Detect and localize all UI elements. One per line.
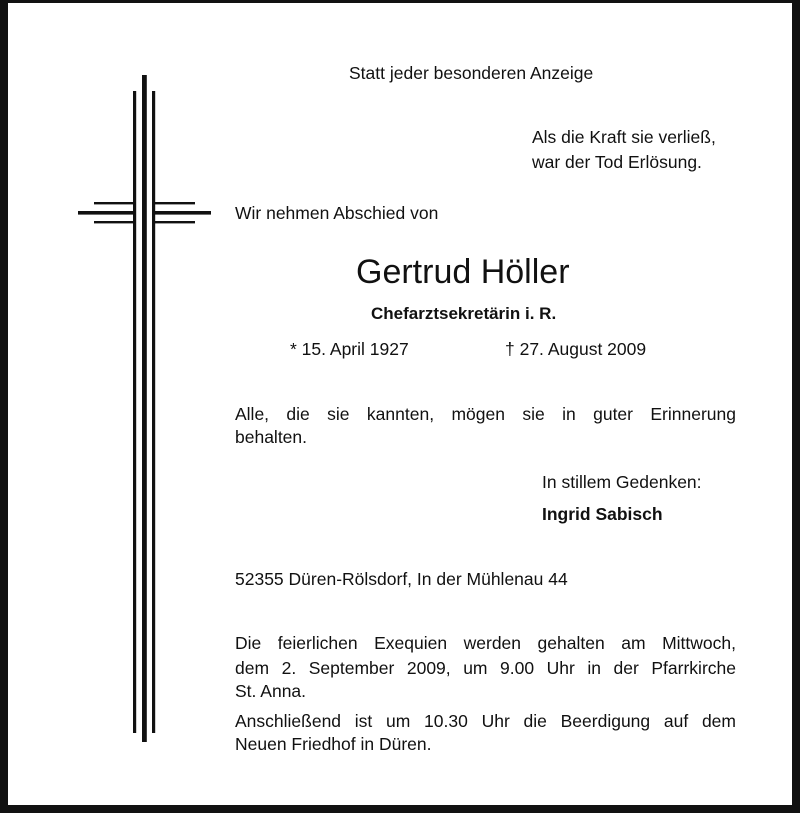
service-line-3: St. Anna. [235, 681, 307, 701]
message-line-2: behalten. [235, 427, 308, 447]
death-date: † 27. August 2009 [505, 339, 647, 359]
deceased-title: Chefarztsekretärin i. R. [371, 304, 557, 323]
burial-line-1: Anschließend ist um 10.30 Uhr die Beerdigung auf dem [235, 711, 736, 731]
burial-line-2: Neuen Friedhof in Düren. [235, 734, 432, 754]
service-line-2: dem 2. September 2009, um 9.00 Uhr in der Pfarrkirche [235, 658, 736, 678]
service-line-1: Die feierlichen Exequien werden gehalten am Mittwoch, [235, 633, 736, 653]
message-line-1: Alle, die sie kannten, mögen sie in guter Erinnerung [235, 404, 736, 424]
quote-line-2: war der Tod Erlösung. [532, 152, 702, 172]
header-line: Statt jeder besonderen Anzeige [349, 63, 594, 83]
remembrance-line: In stillem Gedenken: [542, 472, 702, 492]
birth-date: * 15. April 1927 [290, 339, 409, 359]
quote-line-1: Als die Kraft sie verließ, [532, 127, 716, 147]
deceased-name: Gertrud Höller [356, 253, 570, 291]
address-line: 52355 Düren-Rölsdorf, In der Mühlenau 44 [235, 569, 568, 589]
mourner-name: Ingrid Sabisch [542, 504, 663, 524]
intro-line: Wir nehmen Abschied von [235, 203, 439, 223]
